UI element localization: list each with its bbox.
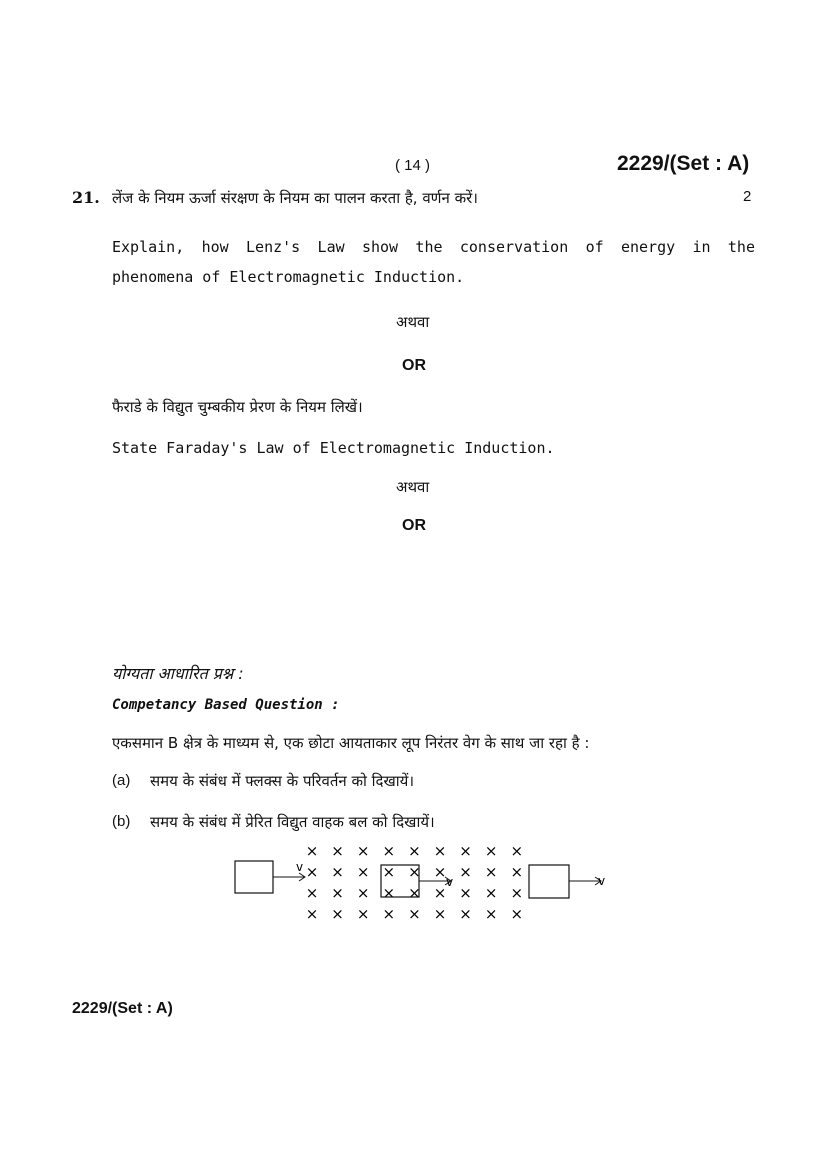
or-hindi-1: अथवा — [396, 313, 430, 331]
field-cross: × — [484, 842, 498, 860]
paper-code-header: 2229/(Set : A) — [617, 152, 750, 175]
field-cross: × — [356, 863, 370, 881]
field-cross: × — [484, 884, 498, 902]
field-cross: × — [408, 905, 421, 923]
field-cross: × — [433, 884, 447, 902]
question-hindi: लेंज के नियम ऊर्जा संरक्षण के नियम का पालन करता है, वर्णन करें। — [112, 189, 478, 207]
part-a-label: (a) — [112, 772, 131, 789]
field-cross: × — [510, 884, 524, 902]
alternative-hindi: फैराडे के विद्युत चुम्बकीय प्रेरण के नियम लिखें। — [112, 398, 363, 416]
field-cross: × — [408, 842, 421, 860]
part-a-text: समय के संबंध में फ्लक्स के परिवर्तन को दिखायें। — [150, 772, 415, 790]
field-cross: × — [382, 842, 396, 860]
loop-after-field — [529, 865, 569, 898]
loop-in-field-diagram — [226, 838, 626, 926]
field-cross: × — [305, 842, 319, 860]
field-cross: × — [433, 863, 447, 881]
field-cross: × — [356, 884, 370, 902]
field-cross: × — [459, 842, 472, 860]
field-cross: × — [331, 905, 344, 923]
field-cross: × — [331, 842, 344, 860]
question-number: 21. — [72, 188, 100, 207]
velocity-label-middle: v — [446, 875, 454, 889]
field-cross: × — [305, 863, 319, 881]
field-cross: × — [459, 905, 472, 923]
field-cross: × — [510, 863, 524, 881]
field-cross: × — [382, 905, 396, 923]
velocity-label-left: v — [296, 860, 304, 874]
field-cross: × — [356, 905, 370, 923]
competency-heading-english: Competancy Based Question : — [112, 697, 340, 713]
competency-heading-hindi: योग्यता आधारित प्रश्न : — [112, 664, 244, 683]
field-cross: × — [459, 863, 472, 881]
field-cross: × — [484, 863, 498, 881]
field-cross: × — [408, 884, 421, 902]
field-cross: × — [331, 863, 344, 881]
or-english-1: OR — [402, 357, 426, 374]
field-cross: × — [382, 884, 396, 902]
field-cross: × — [305, 905, 319, 923]
competency-statement: एकसमान B क्षेत्र के माध्यम से, एक छोटा आयताकार लूप निरंतर वेग के साथ जा रहा है : — [112, 734, 590, 752]
part-b-text: समय के संबंध में प्रेरित विद्युत वाहक बल को दिखायें। — [150, 813, 435, 831]
or-hindi-2: अथवा — [396, 478, 430, 496]
paper-code-footer: 2229/(Set : A) — [72, 1000, 173, 1017]
field-cross: × — [433, 905, 447, 923]
field-cross: × — [510, 842, 524, 860]
field-cross: × — [459, 884, 472, 902]
field-cross: × — [484, 905, 498, 923]
field-cross: × — [433, 842, 447, 860]
alternative-english: State Faraday's Law of Electromagnetic Induction. — [112, 439, 555, 457]
question-marks: 2 — [743, 188, 752, 205]
field-cross: × — [305, 884, 319, 902]
question-english: Explain, how Lenz's Law show the conservation of energy in the phenomena of Electromagnetic Induction. — [112, 238, 755, 286]
or-english-2: OR — [402, 517, 426, 534]
loop-before-field — [235, 861, 273, 893]
field-cross: × — [382, 863, 396, 881]
field-cross: × — [331, 884, 344, 902]
field-cross: × — [510, 905, 524, 923]
velocity-label-right: v — [598, 874, 606, 888]
page-number: ( 14 ) — [395, 157, 431, 174]
field-cross: × — [356, 842, 370, 860]
field-cross: × — [408, 863, 421, 881]
magnetic-field-crosses — [306, 842, 523, 923]
part-b-label: (b) — [112, 813, 131, 830]
